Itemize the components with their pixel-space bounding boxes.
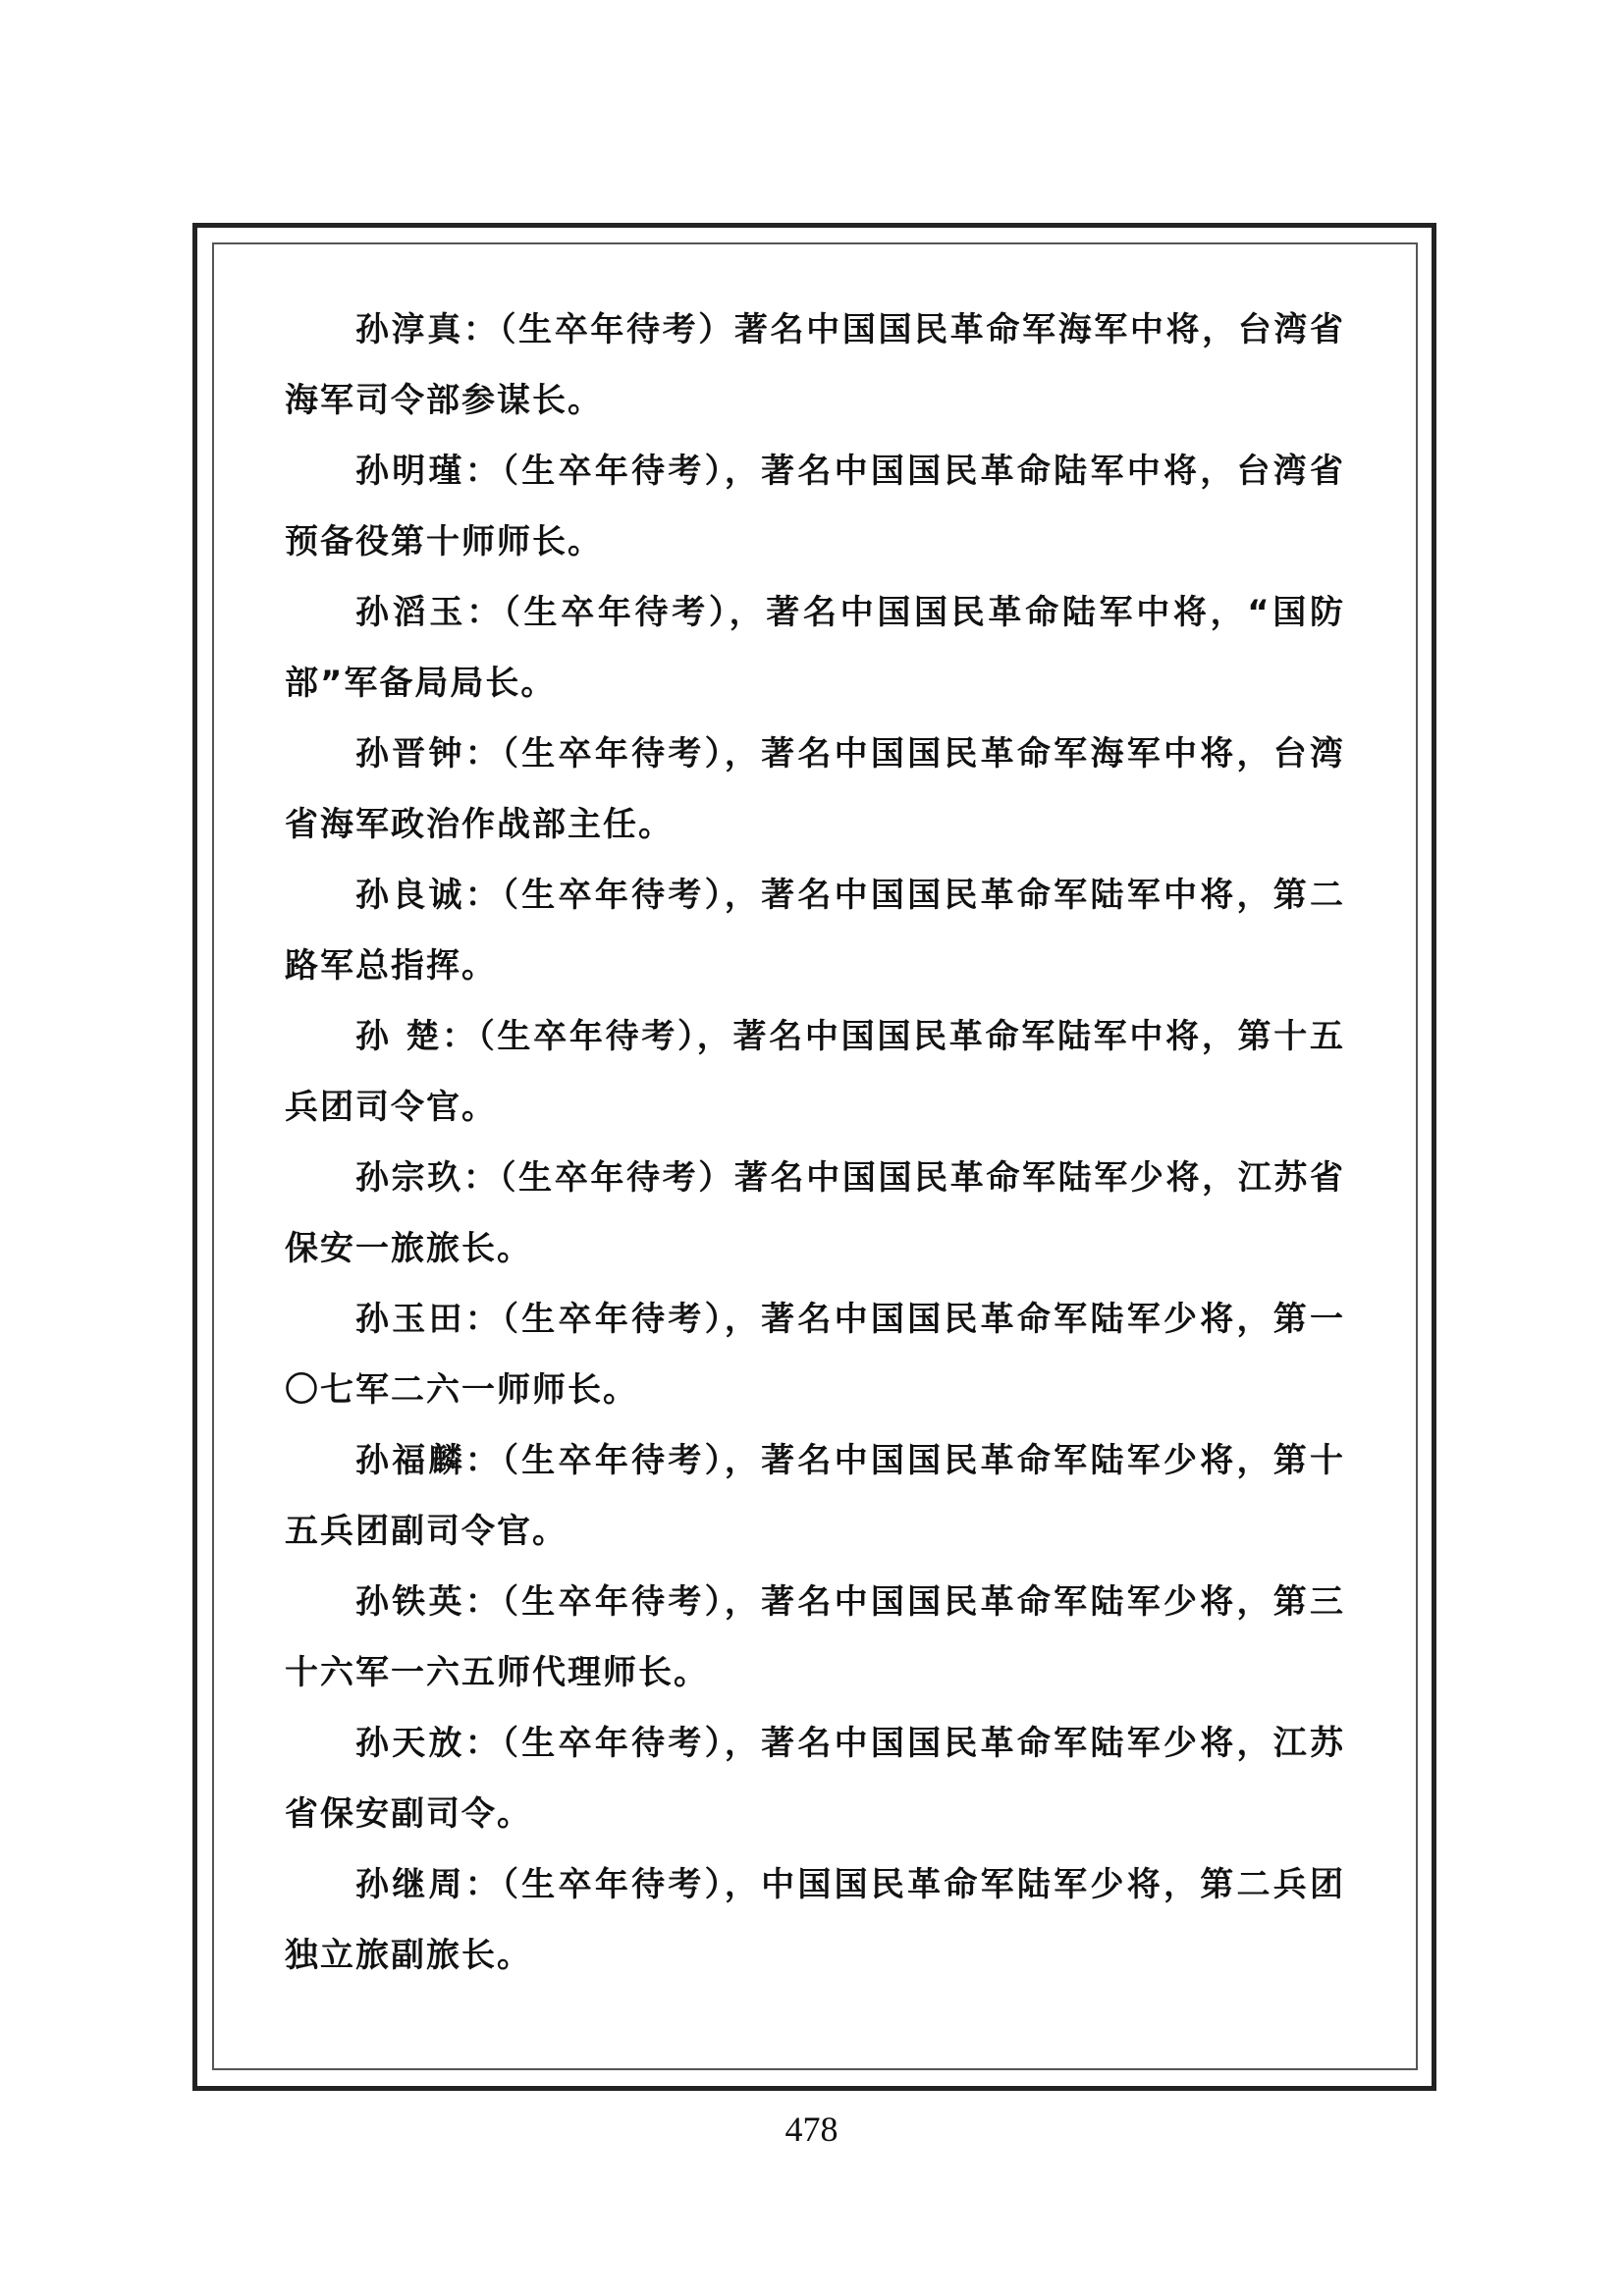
entry-sun-zongjiu: 孙宗玖：（生卒年待考）著名中国国民革命军陆军少将，江苏省保安一旅旅长。 xyxy=(285,1158,1345,1268)
entry-sun-yutian: 孙玉田：（生卒年待考），著名中国国民革命军陆军少将，第一〇七军二六一师师长。 xyxy=(285,1300,1345,1410)
entry-sun-jinzhong: 孙晋钟：（生卒年待考），著名中国国民革命军海军中将，台湾省海军政治作战部主任。 xyxy=(285,734,1345,844)
entry-sun-mingjin: 孙明瑾：（生卒年待考），著名中国国民革命陆军中将，台湾省预备役第十师师长。 xyxy=(285,452,1345,561)
entry-sun-chu: 孙 楚：（生卒年待考），著名中国国民革命军陆军中将，第十五兵团司令官。 xyxy=(285,1017,1345,1127)
entry-sun-tianfang: 孙天放：（生卒年待考），著名中国国民革命军陆军少将，江苏省保安副司令。 xyxy=(285,1724,1345,1834)
entry-sun-tieying: 孙铁英：（生卒年待考），著名中国国民革命军陆军少将，第三十六军一六五师代理师长。 xyxy=(285,1582,1345,1692)
page-number: 478 xyxy=(784,2109,839,2149)
biography-list xyxy=(285,294,1345,1991)
entry-sun-chunzhen: 孙淳真：（生卒年待考）著名中国国民革命军海军中将，台湾省海军司令部参谋长。 xyxy=(285,310,1345,420)
entry-sun-jizhou: 孙继周：（生卒年待考），中国国民革命军陆军少将，第二兵团独立旅副旅长。 xyxy=(285,1865,1345,1975)
entry-sun-fulin: 孙福麟：（生卒年待考），著名中国国民革命军陆军少将，第十五兵团副司令官。 xyxy=(285,1441,1345,1551)
entry-sun-taoyu: 孙滔玉：（生卒年待考），著名中国国民革命陆军中将，“国防部”军备局局长。 xyxy=(285,593,1345,703)
entry-sun-liangcheng: 孙良诚：（生卒年待考），著名中国国民革命军陆军中将，第二路军总指挥。 xyxy=(285,876,1345,986)
